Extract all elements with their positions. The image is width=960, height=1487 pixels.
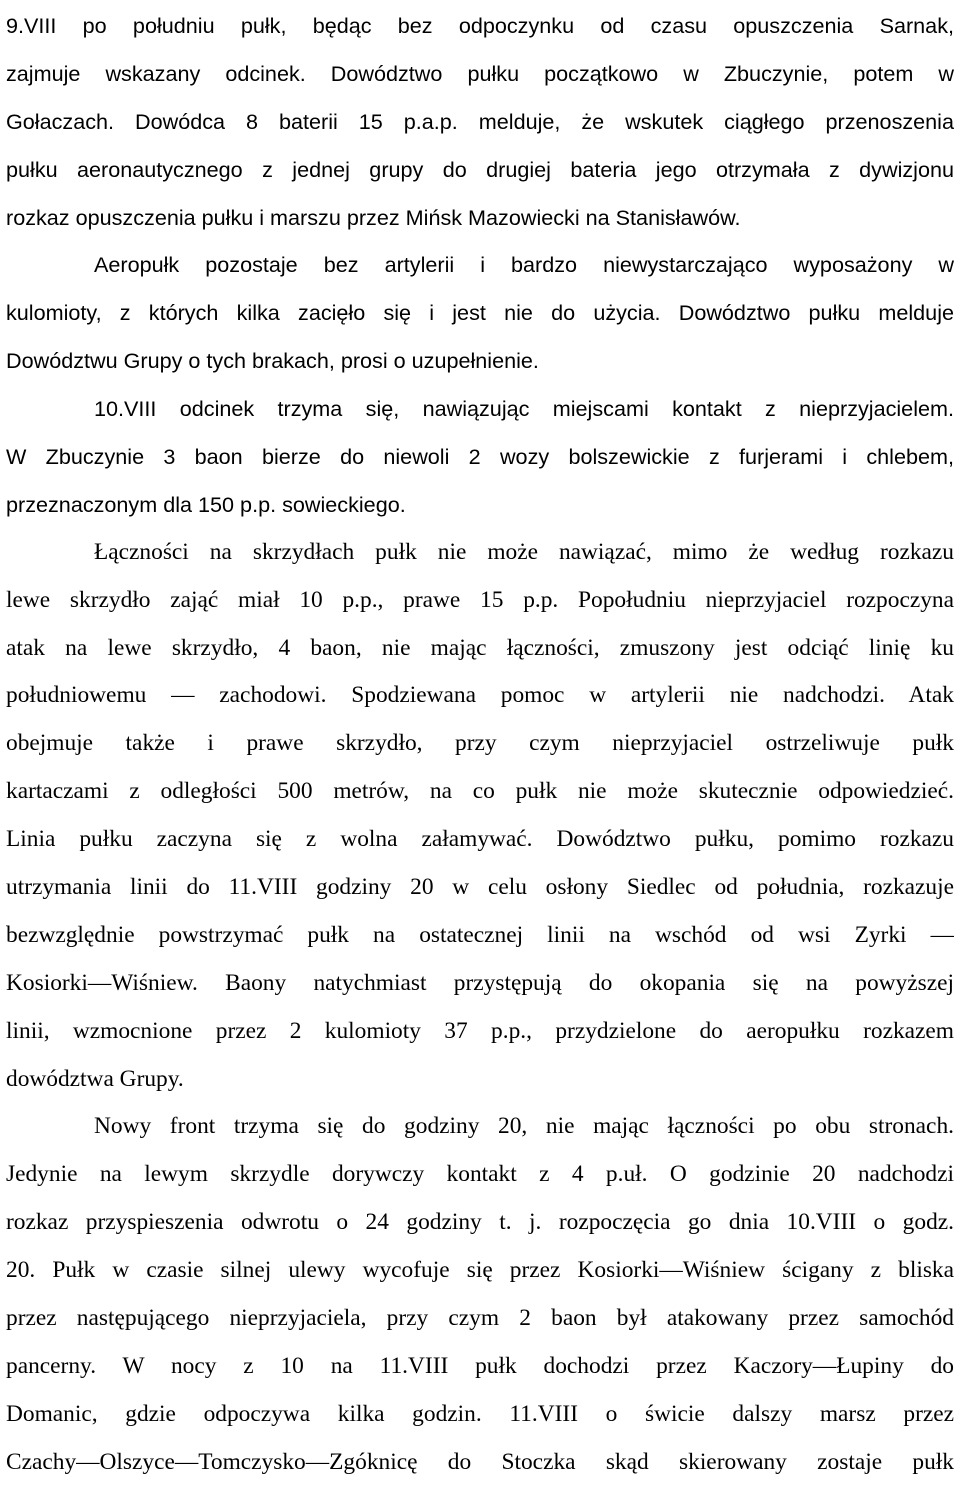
- text-line: Jedynie na lewym skrzydle dorywczy kontakt z 4 p.uł. O godzinie 20 nadchodzi: [6, 1161, 954, 1188]
- text-line: atak na lewe skrzydło, 4 baon, nie mając łączności, zmuszony jest odciąć linię ku: [6, 634, 954, 661]
- text-line: W Zbuczynie 3 baon bierze do niewoli 2 wozy bolszewickie z furjerami i chlebem,: [6, 444, 954, 470]
- text-line: Gołaczach. Dowódca 8 baterii 15 p.a.p. melduje, że wskutek ciągłego przenoszenia: [6, 108, 954, 134]
- text-line: Aeropułk pozostaje bez artylerii i bardzo niewystarczająco wyposażony w: [94, 252, 954, 278]
- text-line: Kosiorki—Wiśniew. Baony natychmiast przystępują do okopania się na powyższej: [6, 969, 954, 996]
- text-line: pancerny. W nocy z 10 na 11.VIII pułk dochodzi przez Kaczory—Łupiny do: [6, 1352, 954, 1379]
- text-line: południowemu — zachodowi. Spodziewana pomoc w artylerii nie nadchodzi. Atak: [6, 682, 954, 709]
- text-line: dowództwa Grupy.: [6, 1065, 184, 1092]
- text-line: obejmuje także i prawe skrzydło, przy czym nieprzyjaciel ostrzeliwuje pułk: [6, 730, 954, 757]
- text-line: lewe skrzydło zająć miał 10 p.p., prawe 15 p.p. Popołudniu nieprzyjaciel rozpoczyna: [6, 586, 954, 613]
- text-line: Nowy front trzyma się do godziny 20, nie mając łączności po obu stronach.: [94, 1113, 954, 1140]
- document-page: [6, 2, 954, 1487]
- text-line: zajmuje wskazany odcinek. Dowództwo pułku początkowo w Zbuczynie, potem w: [6, 60, 954, 86]
- text-line: rozkaz opuszczenia pułku i marszu przez Mińsk Mazowiecki na Stanisławów.: [6, 204, 741, 230]
- text-line: Domanic, gdzie odpoczywa kilka godzin. 11.VIII o świcie dalszy marsz przez: [6, 1400, 954, 1427]
- text-line: bezwzględnie powstrzymać pułk na ostatecznej linii na wschód od wsi Zyrki —: [6, 921, 954, 948]
- text-line: Łączności na skrzydłach pułk nie może nawiązać, mimo że według rozkazu: [94, 538, 954, 565]
- text-line: Dowództwu Grupy o tych brakach, prosi o uzupełnienie.: [6, 348, 539, 374]
- text-line: pułku aeronautycznego z jednej grupy do drugiej bateria jego otrzymała z dywizjonu: [6, 156, 954, 182]
- text-line: 10.VIII odcinek trzyma się, nawiązując miejscami kontakt z nieprzyjacielem.: [94, 396, 954, 422]
- text-line: 9.VIII po południu pułk, będąc bez odpoczynku od czasu opuszczenia Sarnak,: [6, 13, 954, 38]
- text-line: utrzymania linii do 11.VIII godziny 20 w celu osłony Siedlec od południa, rozkazuje: [6, 874, 954, 901]
- text-line: kartaczami z odległości 500 metrów, na co pułk nie może skutecznie odpowiedzieć.: [6, 778, 954, 805]
- text-line: 20. Pułk w czasie silnej ulewy wycofuje się przez Kosiorki—Wiśniew ścigany z bliska: [6, 1257, 954, 1284]
- text-line: kulomioty, z których kilka zacięło się i jest nie do użycia. Dowództwo pułku melduje: [6, 300, 954, 326]
- text-line: przeznaczonym dla 150 p.p. sowieckiego.: [6, 491, 406, 517]
- text-line: rozkaz przyspieszenia odwrotu o 24 godziny t. j. rozpoczęcia go dnia 10.VIII o godz.: [6, 1209, 954, 1236]
- text-line: Czachy—Olszyce—Tomczysko—Zgóknicę do Stoczka skąd skierowany zostaje pułk: [6, 1448, 954, 1475]
- text-line: linii, wzmocnione przez 2 kulomioty 37 p.p., przydzielone do aeropułku rozkazem: [6, 1017, 954, 1044]
- text-line: Linia pułku zaczyna się z wolna załamywać. Dowództwo pułku, pomimo rozkazu: [6, 826, 954, 853]
- text-line: przez następującego nieprzyjaciela, przy czym 2 baon był atakowany przez samochód: [6, 1305, 954, 1332]
